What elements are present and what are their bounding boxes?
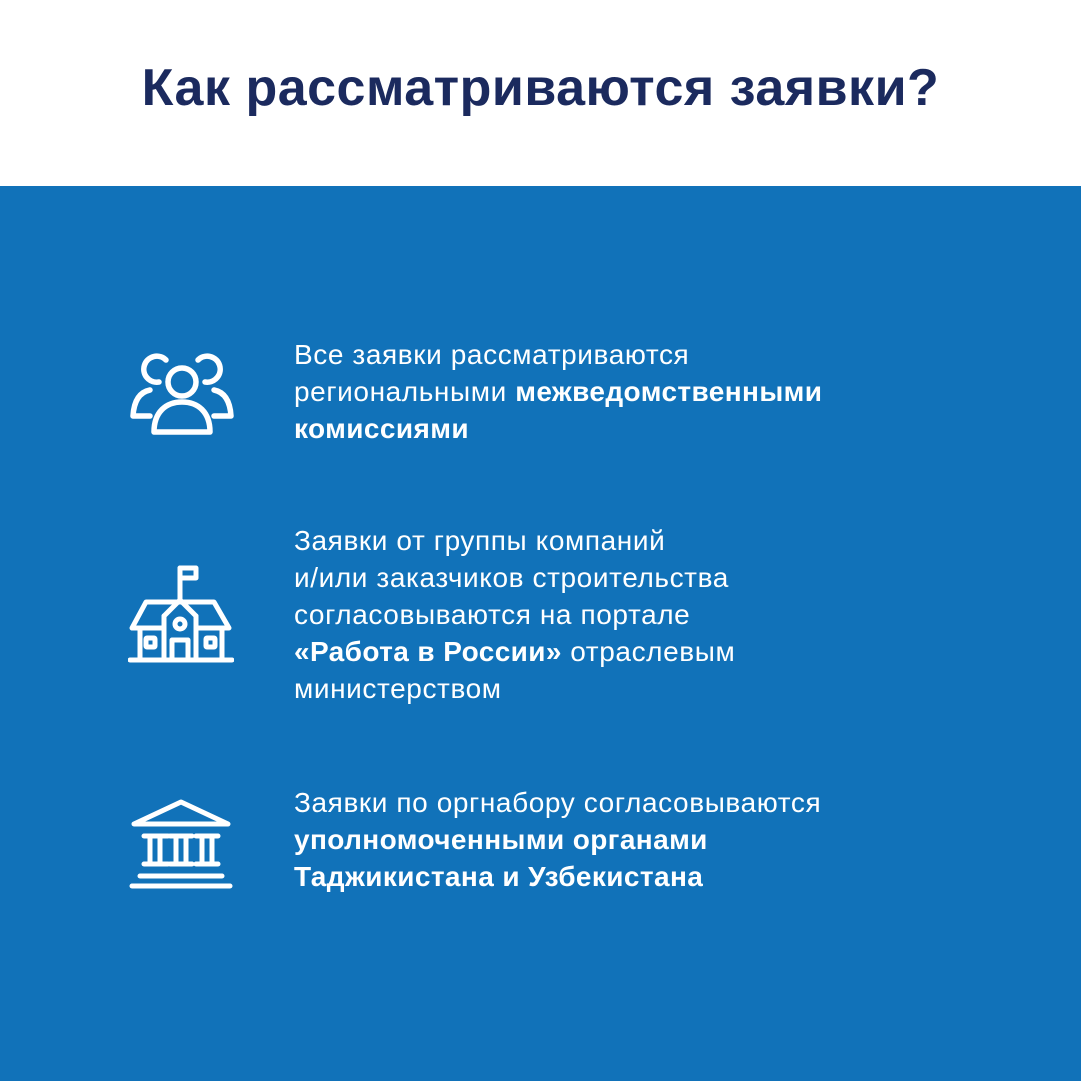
text-line: министерством	[294, 673, 502, 704]
text-line: региональными	[294, 376, 516, 407]
text-line: и/или заказчиков строительства	[294, 562, 729, 593]
item-text	[294, 336, 1014, 447]
text-line: Заявки от группы компаний	[294, 525, 666, 556]
people-group-icon	[128, 346, 236, 438]
content-panel	[0, 186, 1081, 1081]
header	[0, 0, 1081, 186]
text-emphasis: межведомственными	[515, 376, 823, 407]
text-line: Заявки по оргнабору согласовываются	[294, 787, 822, 818]
text-emphasis: уполномоченными органами	[294, 824, 708, 855]
page-title: Как рассматриваются заявки?	[141, 59, 940, 117]
text-line: Все заявки рассматриваются	[294, 339, 690, 370]
item-text	[294, 784, 1014, 895]
text-line: согласовываются на портале	[294, 599, 691, 630]
government-building-icon	[128, 798, 234, 890]
item-text	[294, 522, 1014, 707]
text-emphasis: «Работа в России»	[294, 636, 562, 667]
text-emphasis: Таджикистана и Узбекистана	[294, 861, 704, 892]
text-emphasis: комиссиями	[294, 413, 469, 444]
text-line: отраслевым	[561, 636, 736, 667]
school-building-icon	[128, 564, 234, 664]
